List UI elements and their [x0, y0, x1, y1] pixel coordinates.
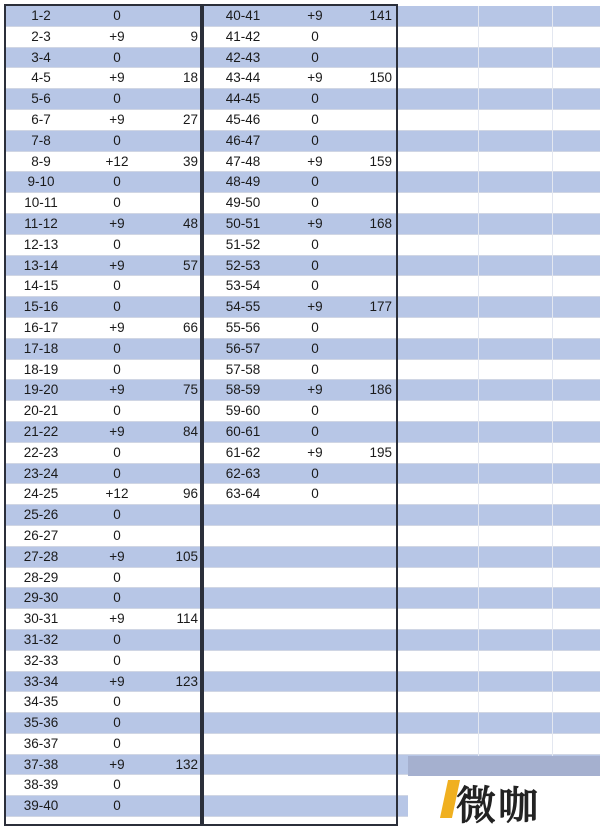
left-increment-cell: 0 — [113, 278, 121, 294]
left-level-cell: 18-19 — [23, 361, 59, 377]
left-total-cell: 48 — [182, 215, 198, 231]
right-total-cell: 141 — [369, 8, 392, 23]
left-level-cell: 27-28 — [23, 548, 59, 564]
right-increment-cell: 0 — [311, 403, 319, 419]
right-level-cell: 61-62 — [225, 444, 261, 460]
left-increment-cell: 0 — [113, 777, 121, 793]
left-increment-cell: 0 — [113, 91, 121, 107]
right-increment-cell: +9 — [307, 382, 323, 398]
right-increment-cell: 0 — [311, 28, 319, 44]
left-total-cell: 9 — [190, 28, 198, 44]
left-level-cell: 21-22 — [23, 423, 59, 439]
left-level-cell: 5-6 — [31, 91, 51, 107]
right-level-cell: 47-48 — [225, 153, 261, 169]
left-level-cell: 39-40 — [23, 798, 59, 814]
left-total-cell: 66 — [182, 319, 198, 335]
right-increment-cell: +9 — [307, 8, 323, 23]
right-level-cell: 50-51 — [225, 215, 261, 231]
right-level-cell: 45-46 — [225, 111, 261, 127]
right-increment-cell: 0 — [311, 174, 319, 190]
left-increment-cell: 0 — [113, 735, 121, 751]
right-level-cell: 48-49 — [225, 174, 261, 190]
right-level-cell: 43-44 — [225, 70, 261, 86]
watermark-logo-text: 微咖 — [456, 783, 540, 829]
grid-divider — [478, 6, 479, 817]
right-level-cell: 49-50 — [225, 195, 261, 211]
left-level-cell: 2-3 — [31, 28, 51, 44]
left-increment-cell: 0 — [113, 569, 121, 585]
right-increment-cell: +9 — [307, 299, 323, 315]
spreadsheet — [6, 6, 600, 817]
right-increment-cell: +9 — [307, 215, 323, 231]
left-level-cell: 28-29 — [23, 569, 59, 585]
right-increment-cell: 0 — [311, 423, 319, 439]
left-level-cell: 4-5 — [31, 70, 51, 86]
right-level-cell: 58-59 — [225, 382, 261, 398]
left-increment-cell: 0 — [113, 694, 121, 710]
left-increment-cell: +9 — [109, 673, 125, 689]
left-block-frame — [4, 4, 202, 826]
left-increment-cell: 0 — [113, 299, 121, 315]
left-increment-cell: 0 — [113, 527, 121, 543]
left-total-cell: 57 — [182, 257, 198, 273]
right-level-cell: 40-41 — [225, 8, 261, 23]
left-increment-cell: +9 — [109, 215, 125, 231]
right-increment-cell: 0 — [311, 49, 319, 65]
right-increment-cell: +9 — [307, 444, 323, 460]
left-level-cell: 31-32 — [23, 631, 59, 647]
right-increment-cell: +9 — [307, 70, 323, 86]
left-increment-cell: 0 — [113, 444, 121, 460]
right-level-cell: 60-61 — [225, 423, 261, 439]
right-increment-cell: 0 — [311, 319, 319, 335]
left-level-cell: 14-15 — [23, 278, 59, 294]
right-level-cell: 46-47 — [225, 132, 261, 148]
right-total-cell: 177 — [369, 299, 392, 315]
left-increment-cell: 0 — [113, 195, 121, 211]
left-increment-cell: +9 — [109, 111, 125, 127]
right-total-cell: 186 — [369, 382, 392, 398]
left-increment-cell: 0 — [113, 507, 121, 523]
left-level-cell: 32-33 — [23, 652, 59, 668]
left-level-cell: 8-9 — [31, 153, 51, 169]
right-increment-cell: 0 — [311, 132, 319, 148]
right-total-cell: 159 — [369, 153, 392, 169]
watermark — [408, 756, 600, 829]
left-increment-cell: 0 — [113, 652, 121, 668]
left-level-cell: 9-10 — [27, 174, 55, 190]
right-increment-cell: 0 — [311, 236, 319, 252]
left-level-cell: 29-30 — [23, 590, 59, 606]
right-total-cell: 195 — [369, 444, 392, 460]
left-increment-cell: +9 — [109, 611, 125, 627]
left-level-cell: 11-12 — [24, 215, 58, 231]
left-increment-cell: 0 — [113, 631, 121, 647]
left-increment-cell: +9 — [109, 548, 125, 564]
right-level-cell: 55-56 — [225, 319, 261, 335]
right-increment-cell: 0 — [311, 361, 319, 377]
left-level-cell: 38-39 — [23, 777, 59, 793]
right-increment-cell: 0 — [311, 111, 319, 127]
left-increment-cell: 0 — [113, 340, 121, 356]
right-level-cell: 44-45 — [225, 91, 261, 107]
left-level-cell: 10-11 — [24, 195, 58, 211]
left-increment-cell: +9 — [109, 257, 125, 273]
right-level-cell: 51-52 — [225, 236, 261, 252]
right-increment-cell: +9 — [307, 153, 323, 169]
right-increment-cell: 0 — [311, 278, 319, 294]
right-level-cell: 59-60 — [225, 403, 261, 419]
left-level-cell: 15-16 — [23, 299, 59, 315]
left-total-cell: 132 — [175, 756, 198, 772]
right-level-cell: 53-54 — [225, 278, 261, 294]
right-increment-cell: 0 — [311, 257, 319, 273]
left-increment-cell: 0 — [113, 590, 121, 606]
left-level-cell: 1-2 — [31, 8, 51, 23]
left-increment-cell: 0 — [113, 8, 121, 23]
left-total-cell: 39 — [182, 153, 198, 169]
left-level-cell: 23-24 — [23, 465, 59, 481]
left-total-cell: 123 — [175, 673, 198, 689]
left-increment-cell: +12 — [105, 153, 129, 169]
right-level-cell: 62-63 — [225, 465, 261, 481]
left-total-cell: 96 — [182, 486, 198, 502]
left-increment-cell: 0 — [113, 465, 121, 481]
left-total-cell: 114 — [176, 611, 198, 627]
left-increment-cell: 0 — [113, 715, 121, 731]
left-level-cell: 30-31 — [23, 611, 59, 627]
right-level-cell: 42-43 — [225, 49, 261, 65]
left-level-cell: 17-18 — [23, 340, 59, 356]
grid-divider — [552, 6, 553, 817]
right-level-cell: 56-57 — [225, 340, 261, 356]
left-increment-cell: +9 — [109, 423, 125, 439]
left-increment-cell: +9 — [109, 28, 125, 44]
right-total-cell: 168 — [369, 215, 392, 231]
right-increment-cell: 0 — [311, 340, 319, 356]
left-level-cell: 19-20 — [23, 382, 59, 398]
left-increment-cell: 0 — [113, 49, 121, 65]
left-level-cell: 20-21 — [23, 403, 59, 419]
right-level-cell: 52-53 — [225, 257, 261, 273]
watermark-band — [408, 756, 600, 776]
right-level-cell: 54-55 — [225, 299, 261, 315]
left-level-cell: 35-36 — [23, 715, 59, 731]
left-level-cell: 22-23 — [23, 444, 59, 460]
left-level-cell: 37-38 — [23, 756, 59, 772]
right-level-cell: 41-42 — [225, 28, 261, 44]
left-increment-cell: 0 — [113, 403, 121, 419]
left-total-cell: 84 — [182, 423, 198, 439]
left-level-cell: 26-27 — [23, 527, 59, 543]
left-increment-cell: 0 — [113, 236, 121, 252]
right-level-cell: 57-58 — [225, 361, 261, 377]
left-total-cell: 75 — [182, 382, 198, 398]
left-level-cell: 34-35 — [23, 694, 59, 710]
left-level-cell: 7-8 — [31, 132, 51, 148]
right-block-frame — [202, 4, 398, 826]
left-level-cell: 25-26 — [23, 507, 59, 523]
left-increment-cell: 0 — [113, 174, 121, 190]
left-total-cell: 27 — [182, 111, 198, 127]
left-level-cell: 3-4 — [31, 49, 51, 65]
left-increment-cell: +12 — [105, 486, 129, 502]
left-total-cell: 105 — [175, 548, 198, 564]
left-increment-cell: 0 — [113, 132, 121, 148]
left-level-cell: 6-7 — [31, 111, 51, 127]
left-level-cell: 13-14 — [23, 257, 59, 273]
right-increment-cell: 0 — [311, 91, 319, 107]
left-level-cell: 36-37 — [23, 735, 59, 751]
left-increment-cell: +9 — [109, 319, 125, 335]
left-increment-cell: 0 — [113, 798, 121, 814]
left-increment-cell: 0 — [113, 361, 121, 377]
left-total-cell: 18 — [182, 70, 198, 86]
right-total-cell: 150 — [369, 70, 392, 86]
right-level-cell: 63-64 — [225, 486, 261, 502]
left-level-cell: 24-25 — [23, 486, 59, 502]
right-increment-cell: 0 — [311, 465, 319, 481]
right-increment-cell: 0 — [311, 195, 319, 211]
left-increment-cell: +9 — [109, 756, 125, 772]
left-level-cell: 12-13 — [23, 236, 59, 252]
left-increment-cell: +9 — [109, 70, 125, 86]
left-level-cell: 16-17 — [23, 319, 59, 335]
left-level-cell: 33-34 — [23, 673, 59, 689]
right-increment-cell: 0 — [311, 486, 319, 502]
left-increment-cell: +9 — [109, 382, 125, 398]
